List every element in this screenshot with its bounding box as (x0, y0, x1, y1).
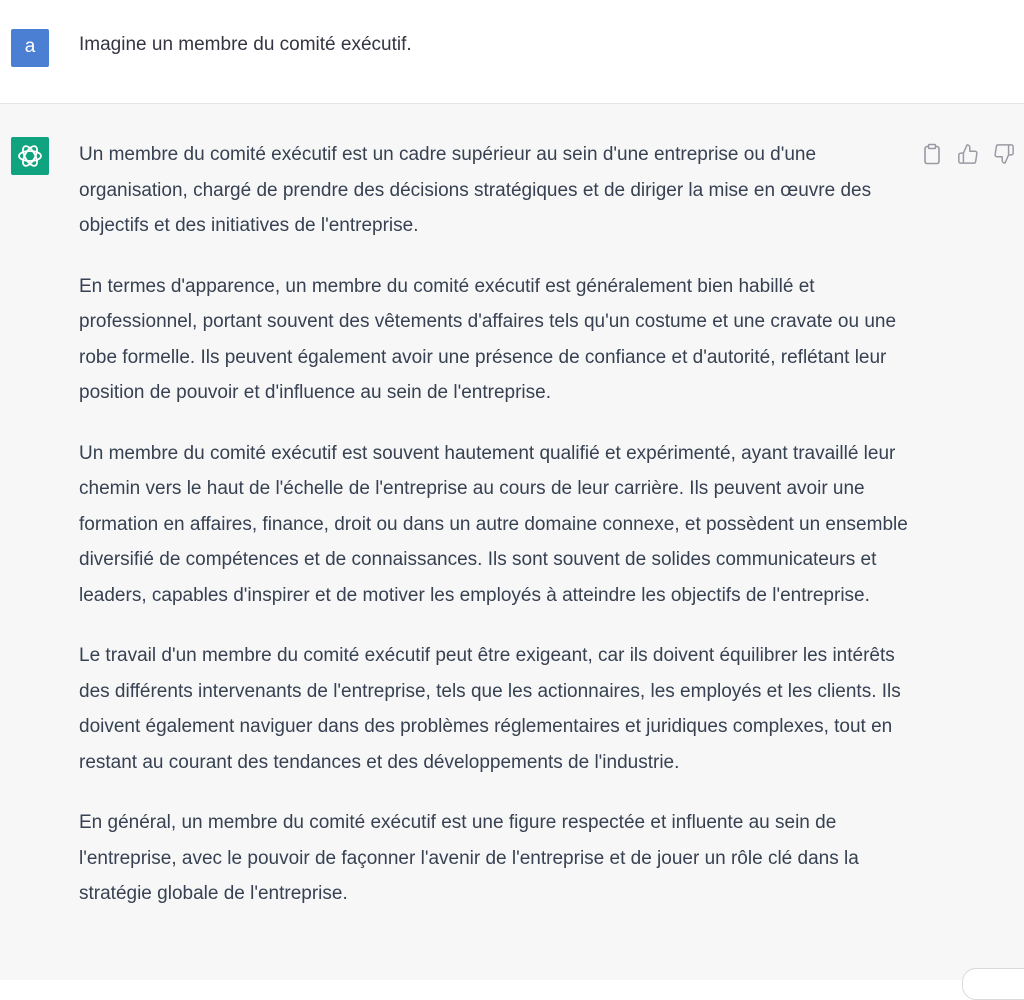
assistant-message-row (0, 104, 1024, 980)
scroll-control (962, 968, 1024, 1000)
thumbs-up-button[interactable] (956, 142, 980, 166)
assistant-paragraph: Un membre du comité exécutif est un cadre supérieur au sein d'une entreprise ou d'une organisation, chargé de prendre des décisions stratégiques et de diriger la mise en œuvre des objectifs et des initiatives de l'entreprise. (79, 144, 872, 236)
user-message-row (0, 0, 1024, 104)
user-avatar: a (11, 29, 49, 67)
assistant-message-content (79, 137, 909, 937)
thumbs-down-button[interactable] (992, 142, 1016, 166)
assistant-paragraph: Un membre du comité exécutif est souvent hautement qualifié et expérimenté, ayant travaillé leur chemin vers le haut de l'échelle de l'entreprise au cours de leur carrière. Ils peuvent avoir une formation en affaires, finance, droit ou dans un autre domaine connexe, et possèdent un ensemble diversifié de compétences et de connaissances. Ils sont souvent de solides communicateurs et leaders, capables d'inspirer et de motiver les employés à atteindre les objectifs de l'entreprise. (79, 442, 908, 606)
assistant-paragraph: Le travail d'un membre du comité exécutif peut être exigeant, car ils doivent équilibrer les intérêts des différents intervenants de l'entreprise, tels que les actionnaires, les employés et les clients. Ils doivent également naviguer dans des problèmes réglementaires et juridiques complexes, tout en restant au courant des tendances et des développements de l'industrie. (79, 645, 901, 773)
copy-button[interactable] (920, 142, 944, 166)
user-message-text: Imagine un membre du comité exécutif. (79, 34, 412, 55)
message-actions (920, 142, 1016, 166)
thumbs-up-icon (957, 143, 979, 165)
assistant-paragraph: En termes d'apparence, un membre du comité exécutif est généralement bien habillé et professionnel, portant souvent des vêtements d'affaires tels qu'un costume et une cravate ou une robe formelle. Ils peuvent également avoir une présence de confiance et d'autorité, reflétant leur position de pouvoir et d'influence au sein de l'entreprise. (79, 275, 897, 403)
assistant-paragraph: En général, un membre du comité exécutif est une figure respectée et influente au sein de l'entreprise, avec le pouvoir de façonner l'avenir de l'entreprise et de jouer un rôle clé dans la stratégie globale de l'entreprise. (79, 812, 859, 904)
clipboard-icon (922, 143, 942, 165)
assistant-avatar (11, 137, 49, 175)
thumbs-down-icon (993, 143, 1015, 165)
openai-logo-icon (16, 142, 44, 170)
